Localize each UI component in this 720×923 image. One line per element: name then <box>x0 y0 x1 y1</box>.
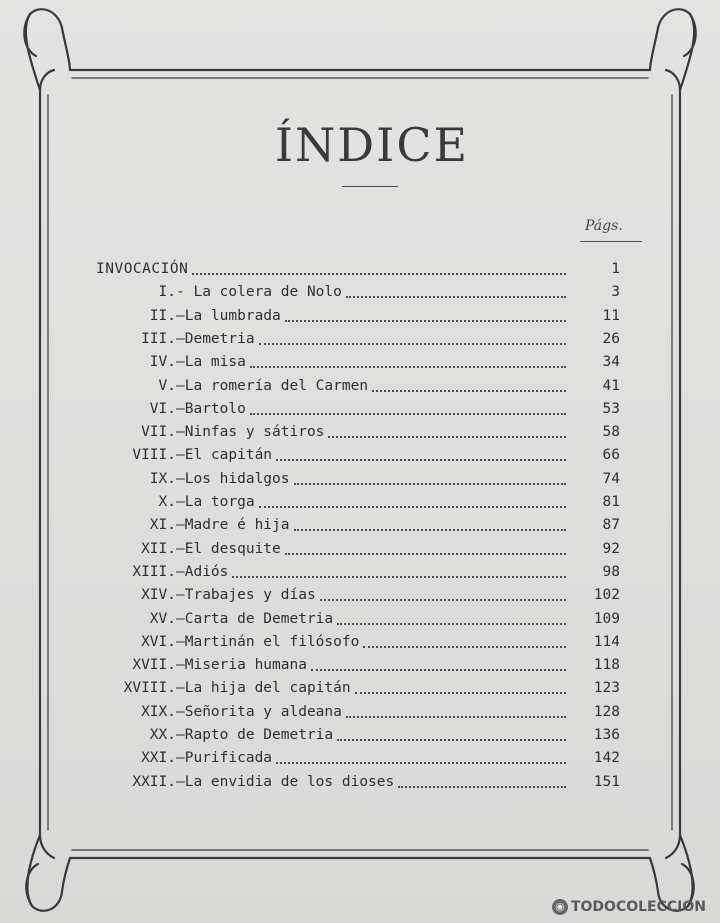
leader-dots <box>398 786 566 788</box>
toc-entry <box>0 631 720 653</box>
chapter-numeral: XVI. <box>141 633 176 650</box>
watermark-logo-icon: ◉ <box>552 899 568 915</box>
page-number: 3 <box>611 284 620 301</box>
leader-dots <box>276 459 566 461</box>
chapter-numeral: III. <box>141 330 176 347</box>
page-number: 114 <box>593 633 620 650</box>
page-number: 151 <box>593 773 620 790</box>
page-number: 123 <box>593 680 620 697</box>
leader-dots <box>311 669 566 671</box>
toc-entry <box>0 398 720 420</box>
leader-dots <box>363 646 566 648</box>
toc-entry <box>0 421 720 443</box>
leader-dots <box>355 692 566 694</box>
leader-dots <box>250 366 566 368</box>
page-number: 87 <box>602 517 620 534</box>
page-number: 98 <box>602 563 620 580</box>
toc-entry <box>0 724 720 746</box>
toc-entry <box>0 328 720 350</box>
page-number: 11 <box>602 307 620 324</box>
page-number: 142 <box>593 750 620 767</box>
page-number: 58 <box>602 424 620 441</box>
leader-dots <box>346 296 566 298</box>
chapter-numeral: XX. <box>149 727 176 743</box>
toc-entry <box>0 538 720 560</box>
page-number: 1 <box>611 261 620 277</box>
chapter-title: —Rapto de Demetria <box>176 727 334 743</box>
chapter-numeral: XVII. <box>132 657 176 674</box>
chapter-numeral: VIII. <box>132 447 176 464</box>
leader-dots <box>328 436 566 438</box>
page-number: 136 <box>593 727 620 743</box>
chapter-title: —Los hidalgos <box>176 470 290 487</box>
chapter-title: —Martinán el filósofo <box>176 633 360 650</box>
chapter-numeral: VI. <box>149 400 176 417</box>
page-title: ÍNDICE <box>274 118 470 172</box>
leader-dots <box>192 273 566 275</box>
chapter-title: —El desquite <box>176 540 281 557</box>
chapter-numeral: XIII. <box>132 563 176 580</box>
toc-entry <box>0 491 720 513</box>
leader-dots <box>259 506 566 508</box>
chapter-title: —El capitán <box>176 447 273 464</box>
leader-dots <box>372 390 566 392</box>
leader-dots <box>294 483 567 485</box>
leader-dots <box>259 343 566 345</box>
toc-entry <box>0 701 720 723</box>
page-number: 109 <box>593 610 620 627</box>
toc-entry <box>0 281 720 303</box>
leader-dots <box>337 739 566 741</box>
toc-entry <box>0 584 720 606</box>
toc-entry <box>0 444 720 466</box>
toc-entry <box>0 608 720 630</box>
title-rule <box>342 186 398 187</box>
leader-dots <box>294 529 567 531</box>
chapter-title: —La romería del Carmen <box>176 377 369 394</box>
page-number: 128 <box>593 703 620 720</box>
leader-dots <box>232 576 566 578</box>
chapter-title: —La misa <box>176 354 246 371</box>
chapter-title: —La torga <box>176 494 255 510</box>
toc-entry <box>0 654 720 676</box>
toc-entry <box>0 561 720 583</box>
chapter-numeral: XI. <box>149 517 176 534</box>
chapter-title: —Miseria humana <box>176 657 307 674</box>
chapter-title: - La colera de Nolo <box>176 284 342 301</box>
chapter-numeral: XVIII. <box>123 680 176 697</box>
page-number: 34 <box>602 354 620 371</box>
watermark <box>552 899 706 915</box>
page-number: 102 <box>593 587 620 604</box>
chapter-title: —Adiós <box>176 563 229 580</box>
chapter-numeral: XIX. <box>141 703 176 720</box>
page-number: 53 <box>602 400 620 417</box>
chapter-title: —La hija del capitán <box>176 680 351 697</box>
toc-entry <box>0 375 720 397</box>
chapter-title: —La lumbrada <box>176 307 281 324</box>
watermark-text: TODOCOLECCION <box>570 899 706 915</box>
chapter-title: —Ninfas y sátiros <box>176 424 325 441</box>
page-number: 118 <box>593 657 620 674</box>
chapter-numeral: II. <box>149 307 176 324</box>
leader-dots <box>285 320 566 322</box>
chapter-numeral: IV. <box>149 354 176 371</box>
leader-dots <box>276 762 566 764</box>
chapter-title: —Carta de Demetria <box>176 610 334 627</box>
chapter-numeral: INVOCACIÓN <box>96 261 189 277</box>
chapter-numeral: XXII. <box>132 773 176 790</box>
leader-dots <box>346 716 566 718</box>
toc-entry <box>0 258 720 280</box>
leader-dots <box>250 413 566 415</box>
toc-entry <box>0 305 720 327</box>
page-number: 74 <box>602 470 620 487</box>
chapter-numeral: XII. <box>141 540 176 557</box>
chapter-numeral: XIV. <box>141 587 176 604</box>
toc-entry <box>0 468 720 490</box>
chapter-numeral: XXI. <box>141 750 176 767</box>
leader-dots <box>337 623 566 625</box>
chapter-title: —Demetria <box>176 330 255 347</box>
chapter-numeral: VII. <box>141 424 176 441</box>
chapter-numeral: IX. <box>149 470 176 487</box>
page-number: 26 <box>602 330 620 347</box>
leader-dots <box>320 599 566 601</box>
pages-column-label: Págs. <box>585 218 623 234</box>
chapter-numeral: XV. <box>149 610 176 627</box>
page-number: 92 <box>602 540 620 557</box>
chapter-numeral: V. <box>158 377 176 394</box>
chapter-numeral: X. <box>158 494 176 510</box>
page-number: 41 <box>602 377 620 394</box>
chapter-title: —Señorita y aldeana <box>176 703 342 720</box>
toc-entry <box>0 771 720 793</box>
chapter-title: —Trabajes y días <box>176 587 316 604</box>
toc-entry <box>0 677 720 699</box>
page-number: 81 <box>602 494 620 510</box>
chapter-title: —Madre é hija <box>176 517 290 534</box>
chapter-title: —Purificada <box>176 750 273 767</box>
toc-entry <box>0 514 720 536</box>
leader-dots <box>285 553 566 555</box>
toc-entry <box>0 747 720 769</box>
chapter-title: —La envidia de los dioses <box>176 773 395 790</box>
pages-label-rule <box>580 241 642 242</box>
chapter-numeral: I. <box>158 284 176 301</box>
toc-entry <box>0 351 720 373</box>
page-number: 66 <box>602 447 620 464</box>
chapter-title: —Bartolo <box>176 400 246 417</box>
